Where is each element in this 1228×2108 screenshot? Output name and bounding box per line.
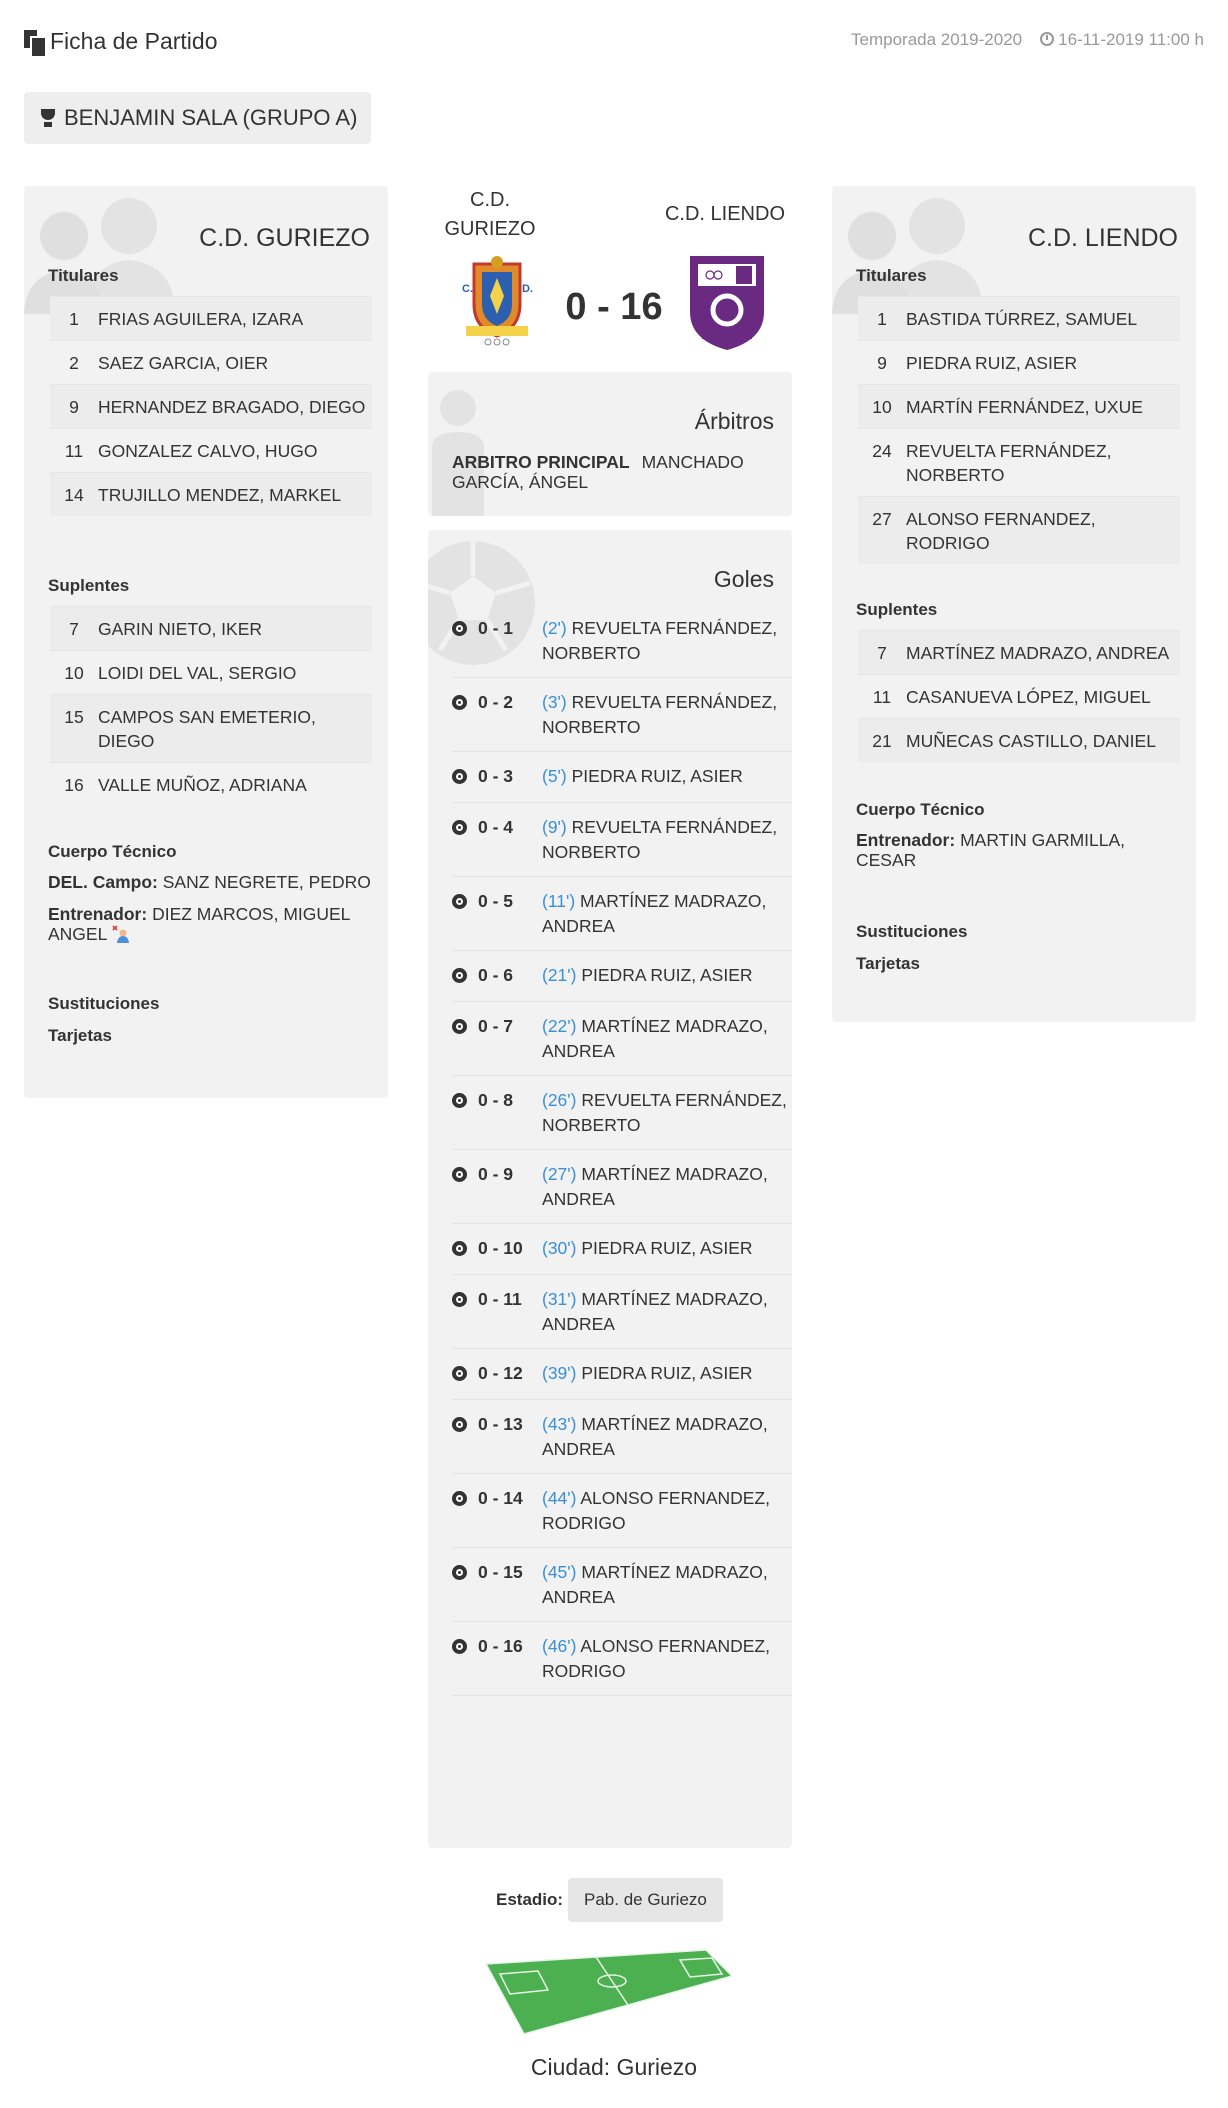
goal-detail [542,889,792,939]
soccer-ball-icon [452,1167,467,1182]
soccer-ball-icon [452,820,467,835]
away-team-name[interactable]: C.D. LIENDO [1027,224,1178,252]
goal-scorer[interactable]: REVUELTA FERNÁNDEZ, NORBERTO [542,1090,787,1135]
goal-detail [542,963,792,990]
home-sustituciones: Sustituciones [48,994,160,1013]
home-titulares-list [50,296,372,516]
goal-score: 0 - 2 [478,692,514,712]
referees-title: Árbitros [694,408,774,434]
home-suplentes-list [50,606,372,806]
goal-row [452,1474,792,1548]
goal-row [452,1349,792,1400]
player-row[interactable] [50,472,372,516]
goal-ball-cell [452,1412,478,1462]
soccer-ball-icon [452,769,467,784]
player-number: 9 [69,397,79,417]
svg-text:C.: C. [462,283,473,295]
player-row[interactable] [50,384,372,428]
goal-row [452,877,792,951]
goal-ball-cell [452,1486,478,1536]
entrenador-name[interactable]: MARTIN GARMILLA, CESAR [856,830,1126,870]
goal-row [452,1150,792,1224]
goal-ball-cell [452,815,478,865]
goal-row [452,1275,792,1349]
match-datetime [1040,30,1204,50]
goal-ball-cell [452,1014,478,1064]
delegado-label: DEL. Campo: [48,872,158,892]
match-meta [851,30,1204,50]
goal-score: 0 - 13 [478,1414,523,1434]
referee-name[interactable]: MANCHADO GARCÍA, ÁNGEL [452,452,744,492]
player-name[interactable]: GONZALEZ CALVO, HUGO [98,441,318,461]
goal-detail [542,1412,792,1462]
goal-ball-cell [452,1361,478,1388]
away-tarjetas: Tarjetas [856,954,920,973]
player-row[interactable] [858,718,1180,762]
player-number: 10 [872,397,892,417]
match-scoreboard [430,186,800,366]
player-row[interactable] [50,296,372,340]
goal-minute[interactable]: (27') [542,1164,577,1184]
goal-minute[interactable]: (9') [542,817,567,837]
goal-scorer[interactable]: PIEDRA RUIZ, ASIER [581,1238,753,1258]
away-suplentes-list [858,630,1180,762]
away-team-panel [832,186,1196,1022]
goal-row [452,803,792,877]
goal-score: 0 - 8 [478,1090,514,1110]
player-name[interactable]: CASANUEVA LÓPEZ, MIGUEL [906,687,1151,707]
player-name[interactable]: LOIDI DEL VAL, SERGIO [98,663,297,683]
entrenador-label: Entrenador: [856,830,956,850]
soccer-ball-icon [452,894,467,909]
goal-row [452,1622,792,1696]
goal-detail [542,1236,792,1263]
referee-entry [452,452,772,492]
player-row[interactable] [50,694,372,762]
goal-score: 0 - 3 [478,766,514,786]
svg-text:D.: D. [522,283,533,295]
goal-row [452,1076,792,1150]
player-row[interactable] [50,340,372,384]
pitch-icon [486,1948,732,2038]
goal-minute[interactable]: (26') [542,1090,577,1110]
goal-scorer[interactable]: PIEDRA RUIZ, ASIER [581,1363,753,1383]
trophy-icon [38,108,58,128]
city-label: Ciudad: Guriezo [530,2054,698,2080]
goal-minute[interactable]: (44') [542,1488,577,1508]
referee-role: ARBITRO PRINCIPAL [452,452,630,472]
player-row[interactable] [858,340,1180,384]
goal-minute[interactable]: (39') [542,1363,577,1383]
home-suplentes-heading: Suplentes [48,576,130,595]
player-number: 16 [64,775,84,795]
goal-detail [542,1014,792,1064]
goal-scorer[interactable]: REVUELTA FERNÁNDEZ, NORBERTO [542,817,778,862]
home-entrenador [48,904,378,944]
soccer-ball-icon [452,1417,467,1432]
away-titulares-heading: Titulares [856,266,927,285]
player-row[interactable] [50,428,372,472]
player-row[interactable] [50,762,372,806]
goal-ball-cell [452,616,478,666]
goal-scorer[interactable]: PIEDRA RUIZ, ASIER [571,766,743,786]
goal-row [452,678,792,752]
match-score: 0 - 16 [565,286,663,328]
player-name[interactable]: ALONSO FERNANDEZ, RODRIGO [906,509,1096,553]
goal-minute[interactable]: (45') [542,1562,577,1582]
soccer-ball-icon [452,1639,467,1654]
player-number: 2 [69,353,79,373]
clock-icon [1040,32,1054,46]
player-number: 11 [64,441,84,461]
player-number: 27 [872,509,892,529]
referees-panel [428,372,792,516]
home-team-crest[interactable] [452,252,542,348]
home-tecnico-heading: Cuerpo Técnico [48,842,177,861]
goal-minute[interactable]: (30') [542,1238,577,1258]
away-team-crest[interactable] [682,252,772,352]
soccer-ball-icon [452,695,467,710]
player-name[interactable]: MUÑECAS CASTILLO, DANIEL [906,731,1156,751]
stadium-label: Estadio: [496,1890,564,1909]
coach-card-icon [112,925,130,943]
goal-scorer[interactable]: ALONSO FERNANDEZ, RODRIGO [542,1636,770,1681]
stadium-button[interactable]: Pab. de Guriezo [568,1878,723,1922]
goal-ball-cell [452,1088,478,1138]
goal-ball-cell [452,764,478,791]
entrenador-name[interactable]: DIEZ MARCOS, MIGUEL ANGEL [48,904,350,944]
goal-scorer[interactable]: MARTÍNEZ MADRAZO, ANDREA [542,1289,768,1334]
goal-row [452,604,792,678]
user-bg-icon [428,386,500,516]
goal-scorer[interactable]: MARTÍNEZ MADRAZO, ANDREA [542,1016,768,1061]
player-name[interactable]: MARTÍN FERNÁNDEZ, UXUE [906,397,1143,417]
goal-row [452,951,792,1002]
player-row[interactable] [50,606,372,650]
goal-ball-cell [452,1560,478,1610]
player-number: 7 [69,619,79,639]
soccer-ball-icon [452,1366,467,1381]
goal-row [452,752,792,803]
player-number: 10 [64,663,84,683]
player-name[interactable]: MARTÍNEZ MADRAZO, ANDREA [906,643,1170,663]
home-team-name[interactable]: C.D. GURIEZO [199,224,370,252]
home-team-panel [24,186,388,1098]
player-name[interactable]: VALLE MUÑOZ, ADRIANA [98,775,307,795]
soccer-ball-icon [452,1491,467,1506]
player-row[interactable] [858,296,1180,340]
goal-minute[interactable]: (46') [542,1636,577,1656]
goal-detail [542,815,792,865]
goal-detail [542,764,792,791]
goal-scorer[interactable]: MARTÍNEZ MADRAZO, ANDREA [542,891,767,936]
away-sustituciones: Sustituciones [856,922,968,941]
soccer-ball-icon [452,1565,467,1580]
player-row[interactable] [858,630,1180,674]
goal-score: 0 - 5 [478,891,514,911]
soccer-ball-icon [452,968,467,983]
player-name[interactable]: CAMPOS SAN EMETERIO, DIEGO [98,707,316,751]
player-row[interactable] [858,674,1180,718]
goal-minute[interactable]: (11') [542,891,576,911]
player-number: 1 [69,309,79,329]
player-name[interactable]: SAEZ GARCIA, OIER [98,353,269,373]
page-header [24,26,1204,60]
goals-title: Goles [713,566,774,592]
player-name[interactable]: PIEDRA RUIZ, ASIER [906,353,1078,373]
player-number: 14 [64,485,84,505]
player-row[interactable] [50,650,372,694]
home-titulares-heading: Titulares [48,266,119,285]
goal-scorer[interactable]: REVUELTA FERNÁNDEZ, NORBERTO [542,618,778,663]
goal-ball-cell [452,690,478,740]
goal-score: 0 - 11 [478,1289,522,1309]
goal-ball-cell [452,963,478,990]
goal-ball-cell [452,1236,478,1263]
goal-row [452,1002,792,1076]
player-number: 11 [872,687,892,707]
goal-ball-cell [452,1634,478,1684]
goal-score: 0 - 6 [478,965,514,985]
player-name[interactable]: FRIAS AGUILERA, IZARA [98,309,304,329]
goal-scorer[interactable]: MARTÍNEZ MADRAZO, ANDREA [542,1164,768,1209]
goal-minute[interactable]: (3') [542,692,567,712]
goal-score: 0 - 1 [478,618,514,638]
goal-score: 0 - 14 [478,1488,523,1508]
stadium-row [0,1878,1228,1922]
match-datetime-text: 16-11-2019 11:00 h [1058,30,1204,49]
away-suplentes-heading: Suplentes [856,600,938,619]
goal-minute[interactable]: (43') [542,1414,577,1434]
player-name[interactable]: TRUJILLO MENDEZ, MARKEL [98,485,342,505]
goal-minute[interactable]: (22') [542,1016,577,1036]
goal-minute[interactable]: (5') [542,766,567,786]
player-row[interactable] [858,428,1180,496]
page-title-text: Ficha de Partido [50,28,218,54]
player-number: 9 [877,353,887,373]
away-entrenador [856,830,1186,870]
goal-row [452,1548,792,1622]
goal-detail [542,1560,792,1610]
goal-minute[interactable]: (31') [542,1289,577,1309]
goal-detail [542,616,792,666]
goal-ball-cell [452,1162,478,1212]
soccer-ball-icon [452,621,467,636]
goal-row [452,1400,792,1474]
player-name[interactable]: GARIN NIETO, IKER [98,619,263,639]
entrenador-label: Entrenador: [48,904,148,924]
player-name[interactable]: BASTIDA TÚRREZ, SAMUEL [906,309,1138,329]
goal-minute[interactable]: (2') [542,618,567,638]
page-title [24,28,217,55]
goal-detail [542,1088,792,1138]
player-name[interactable]: REVUELTA FERNÁNDEZ, NORBERTO [906,441,1112,485]
goal-row [452,1224,792,1275]
away-tecnico-heading: Cuerpo Técnico [856,800,985,819]
goal-score: 0 - 9 [478,1164,514,1184]
goal-detail [542,1162,792,1212]
player-number: 1 [877,309,887,329]
goal-detail [542,1361,792,1388]
goal-score: 0 - 12 [478,1363,523,1383]
player-row[interactable] [858,496,1180,564]
away-titulares-list [858,296,1180,564]
goal-minute[interactable]: (21') [542,965,577,985]
goal-score: 0 - 4 [478,817,514,837]
soccer-ball-icon [452,1241,467,1256]
goal-scorer[interactable]: MARTÍNEZ MADRAZO, ANDREA [542,1562,768,1607]
soccer-ball-icon [452,1292,467,1307]
competition-name: BENJAMIN SALA (GRUPO A) [64,105,358,130]
goal-detail [542,690,792,740]
player-row[interactable] [858,384,1180,428]
home-tarjetas: Tarjetas [48,1026,112,1045]
goals-list [452,604,792,1696]
player-number: 21 [872,731,892,751]
player-number: 24 [872,441,892,461]
goal-detail [542,1634,792,1684]
goal-score: 0 - 15 [478,1562,523,1582]
goal-scorer[interactable]: ALONSO FERNANDEZ, RODRIGO [542,1488,770,1533]
player-number: 15 [64,707,84,727]
goal-scorer[interactable]: REVUELTA FERNÁNDEZ, NORBERTO [542,692,778,737]
goal-detail [542,1486,792,1536]
goal-scorer[interactable]: MARTÍNEZ MADRAZO, ANDREA [542,1414,768,1459]
player-number: 7 [877,643,887,663]
goal-score: 0 - 16 [478,1636,523,1656]
goal-scorer[interactable]: PIEDRA RUIZ, ASIER [581,965,753,985]
season-label: Temporada 2019-2020 [851,30,1023,49]
goal-ball-cell [452,1287,478,1337]
goals-panel [428,530,792,1848]
away-team-title[interactable]: C.D. LIENDO [664,203,786,225]
goal-score: 0 - 10 [478,1238,523,1258]
home-team-title[interactable]: C.D. GURIEZO [444,189,536,240]
goal-ball-cell [452,889,478,939]
goal-score: 0 - 7 [478,1016,514,1036]
home-delegado [48,872,378,892]
soccer-ball-icon [452,1093,467,1108]
soccer-ball-icon [452,1019,467,1034]
delegado-name[interactable]: SANZ NEGRETE, PEDRO [162,872,371,892]
competition-badge[interactable] [24,92,371,144]
player-name[interactable]: HERNANDEZ BRAGADO, DIEGO [98,397,366,417]
goal-detail [542,1287,792,1337]
document-copy-icon [24,30,44,54]
